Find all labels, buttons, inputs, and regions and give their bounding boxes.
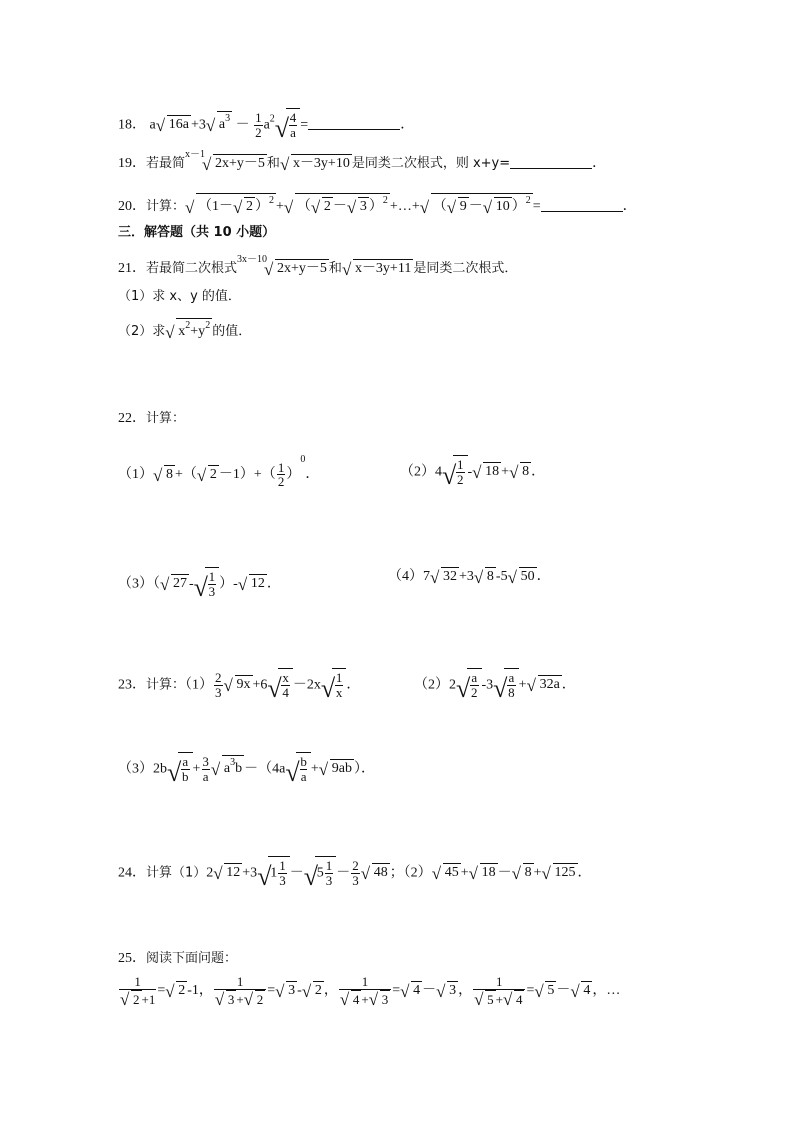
question-22-part-3: （3）（√ 27 - √ $\frac{1}{3}$ ）-√ 12 ． xyxy=(118,567,281,598)
answer-blank[interactable] xyxy=(541,211,623,212)
question-23-part-2: （2）2 √ $\frac{a}{2}$ -3 √ $\frac{a}{8}$ +√ 32a ． xyxy=(414,668,576,699)
question-23-part-1: 23．计算：（1） $\frac{2}{3}$ √ 9x +6 √ $\frac{x}{4}$ －2x √ $\frac{1}{x}$ ． xyxy=(118,668,360,699)
question-25-examples: 1 √ 2 +1 =√ 2 -1， 1 √ 3 +√ 2 =√ 3 -√ 2 ， 1 √ 4 +√ 3 =√ 4 －√ 3 ， 1 √ 5 +√ 4 =√ 5 －√ 4 ，… xyxy=(118,975,620,1006)
question-21-part-1: （1）求 x、y 的值． xyxy=(118,289,241,304)
question-22-part-4: （4）7√ 32 +3√ 8 -5√ 50 ． xyxy=(388,567,551,584)
question-21: 21．若最简二次根式$^{3x-10}$√ 2x+y－5 和√ x－3y+11 是同类二次根式． xyxy=(118,255,517,276)
question-19: 19．若最简$^{x-1}$√ 2x+y－5 和√ x－3y+10 是同类二次根式，则 x+y= ． xyxy=(118,150,606,171)
question-24: 24．计算（1）2√ 12 +3√ 1 $\frac{1}{3}$ －√ 5 $\frac{1}{3}$ － $\frac{2}{3}$ √ 48 ；（2）√ 45 +√ 18 －√ 8 +√ 125 ． xyxy=(118,856,592,887)
section-title: 三．解答题（共 10 小题） xyxy=(118,225,276,240)
question-number: 20． xyxy=(118,199,146,214)
question-21-part-2: （2）求√ $x^2+y^2$ 的值． xyxy=(118,318,251,339)
question-23-part-3: （3）2b √ $\frac{a}{b}$ + $\frac{3}{a}$ √ $a^3b -(4a$ √ $\frac{b}{a}$ +√ 9ab ）． xyxy=(118,752,375,783)
question-20: 20．计算：√ （1－√ 2 ）$^2$ +√ （√ 2 －√ 3 ）$^2$ +…+√ （√ 9 －√ 10 ）$^2$ = ． xyxy=(118,193,637,214)
question-22-part-2: （2）4 √ $\frac{1}{2}$ -√ 18 +√ 8 ． xyxy=(400,455,545,486)
question-number: 18． xyxy=(118,117,146,133)
question-18: 18． a√ 16a +3√ $a^3$ － $\frac{1}{2}$ $a^2$ √ $\frac{4}{a}$ = ． xyxy=(118,108,414,139)
answer-blank[interactable] xyxy=(308,129,400,130)
question-22: 22．计算： xyxy=(118,411,186,426)
question-number: 19． xyxy=(118,156,146,171)
answer-blank[interactable] xyxy=(510,168,592,169)
question-22-part-1: （1）√ 8 +（√ 2 －1）+（ $\frac{1}{2}$ ）$^0$． xyxy=(118,455,319,489)
question-25: 25．阅读下面问题： xyxy=(118,951,238,966)
